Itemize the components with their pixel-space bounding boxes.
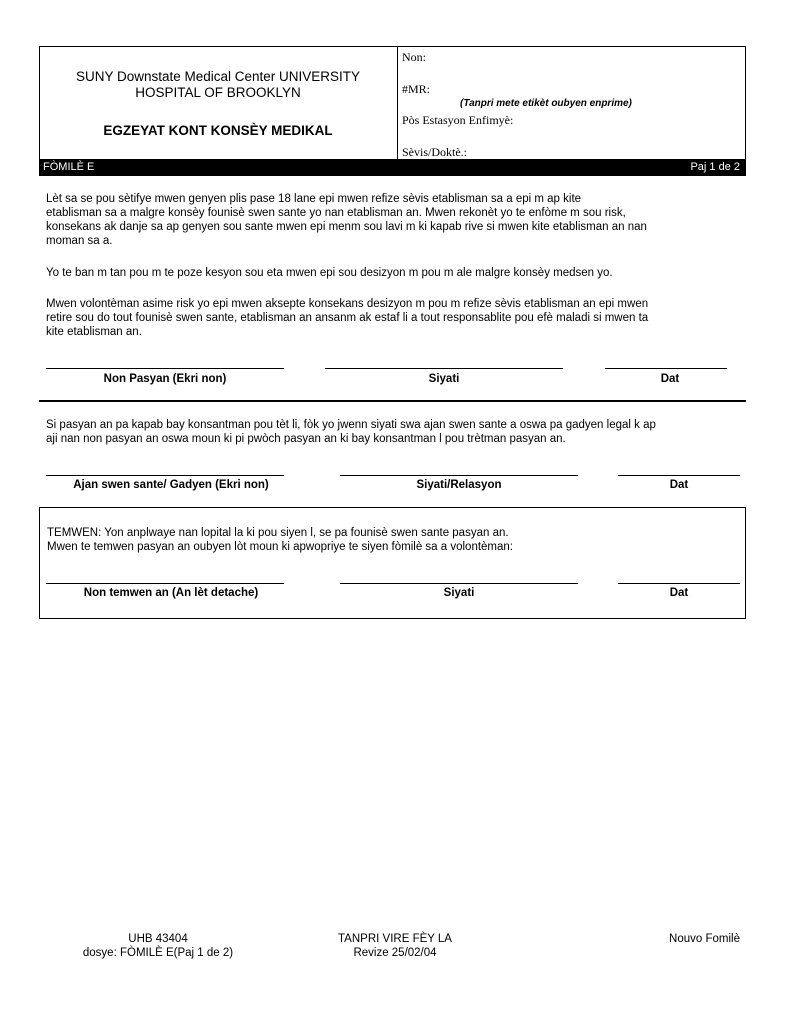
- mr-number-field[interactable]: #MR:: [402, 82, 431, 96]
- institution-line-1: SUNY Downstate Medical Center UNIVERSITY: [75, 69, 361, 84]
- witness-signature-line[interactable]: [340, 583, 578, 584]
- institution-panel: [40, 47, 398, 159]
- agent-name-line[interactable]: [46, 475, 284, 476]
- new-form-label: Nouvo Fomilè: [669, 933, 740, 945]
- risk-line-1: Mwen volontèman asime risk yo epi mwen aksepte konsekans desizyon m pou m refize sèvis etablisman an epi mwen: [46, 298, 649, 310]
- witness-name-label: Non temwen an (An lèt detache): [83, 587, 259, 599]
- agent-signature-line[interactable]: [340, 475, 578, 476]
- institution-line-2: HOSPITAL OF BROOKLYN: [135, 85, 301, 100]
- nursing-station-field[interactable]: Pòs Estasyon Enfimyè:: [402, 113, 514, 127]
- patient-name-field[interactable]: Non:: [402, 50, 426, 64]
- patient-signature-label: Siyati: [428, 373, 460, 385]
- refusal-line-4: moman sa a.: [46, 235, 113, 247]
- page-indicator: Paj 1 de 2: [690, 161, 740, 173]
- witness-line-1: TEMWEN: Yon anplwaye nan lopital la ki pou siyen l, se pa founisè swen sante pasyan an.: [47, 527, 509, 539]
- form-id: FÒMILÈ E: [43, 161, 95, 173]
- patient-name-label: Non Pasyan (Ekri non): [103, 373, 227, 385]
- agent-date-label: Dat: [669, 479, 689, 491]
- witness-signature-label: Siyati: [443, 587, 475, 599]
- form-code: UHB 43404: [128, 933, 188, 945]
- form-id-bar: [39, 160, 746, 176]
- agent-name-label: Ajan swen sante/ Gadyen (Ekri non): [73, 479, 269, 491]
- agent-consent-statement: [46, 418, 746, 446]
- agent-line-2: aji nan non pasyan an oswa moun ki pi pwòch pasyan an ki bay konsantman l pou trètman pasyan an.: [46, 433, 566, 445]
- patient-name-line[interactable]: [46, 368, 284, 369]
- form-title: EGZEYAT KONT KONSÈY MEDIKAL: [103, 123, 333, 138]
- witness-date-line[interactable]: [618, 583, 740, 584]
- refusal-line-1: Lèt sa se pou sètifye mwen genyen plis pase 18 lane epi mwen refize sèvis etablisman sa a epi m ap kite: [46, 193, 582, 205]
- agent-line-1: Si pasyan an pa kapab bay konsantman pou tèt li, fòk yo jwenn siyati swa ajan swen sante a oswa pa gadyen legal k ap: [46, 419, 656, 431]
- witness-statement: [47, 526, 737, 554]
- patient-date-label: Dat: [660, 373, 680, 385]
- refusal-statement: [46, 192, 746, 248]
- witness-name-line[interactable]: [46, 583, 284, 584]
- risk-line-2: retire sou do tout founisè swen sante, etablisman an ansanm ak estaf li a tout responsablite pou efè maladi si mwen ta: [46, 312, 649, 324]
- questions-statement: Yo te ban m tan pou m te poze kesyon sou eta mwen epi sou desizyon m pou m ale malgre konsèy medsen yo.: [46, 267, 613, 279]
- refusal-line-2: etablisman sa a malgre konsèy founisè swen sante yo nan etablisman an. Mwen rekonèt yo te enfòme m sou risk,: [46, 207, 626, 219]
- footer-left: [68, 932, 248, 960]
- risk-line-3: kite etablisman an.: [46, 326, 142, 338]
- witness-line-2: Mwen te temwen pasyan an oubyen lòt moun ki apwopriye te siyen fòmilè sa a volontèman:: [47, 541, 514, 553]
- agent-signature-label: Siyati/Relasyon: [416, 479, 502, 491]
- agent-date-line[interactable]: [618, 475, 740, 476]
- patient-signature-line[interactable]: [325, 368, 563, 369]
- turn-over-notice: TANPRI VIRE FÈY LA: [338, 933, 452, 945]
- footer-center: [300, 932, 490, 960]
- revision-date: Revize 25/02/04: [353, 947, 437, 959]
- risk-acceptance-statement: [46, 297, 746, 339]
- file-reference: dosye: FÒMILÈ E(Paj 1 de 2): [82, 947, 234, 959]
- institution-name: [40, 69, 396, 101]
- refusal-line-3: konsekans ak danje sa ap genyen sou sante mwen epi menm sou lavi m ki kapab rive si mwen kite etablisman an nan: [46, 221, 647, 233]
- section-divider: [39, 400, 746, 402]
- service-doctor-field[interactable]: Sèvis/Doktè.:: [402, 145, 467, 159]
- witness-date-label: Dat: [669, 587, 689, 599]
- label-instruction-note: (Tanpri mete etikèt oubyen enprime): [460, 98, 632, 109]
- witness-box: [39, 507, 746, 619]
- patient-date-line[interactable]: [605, 368, 727, 369]
- header-box: [39, 46, 746, 160]
